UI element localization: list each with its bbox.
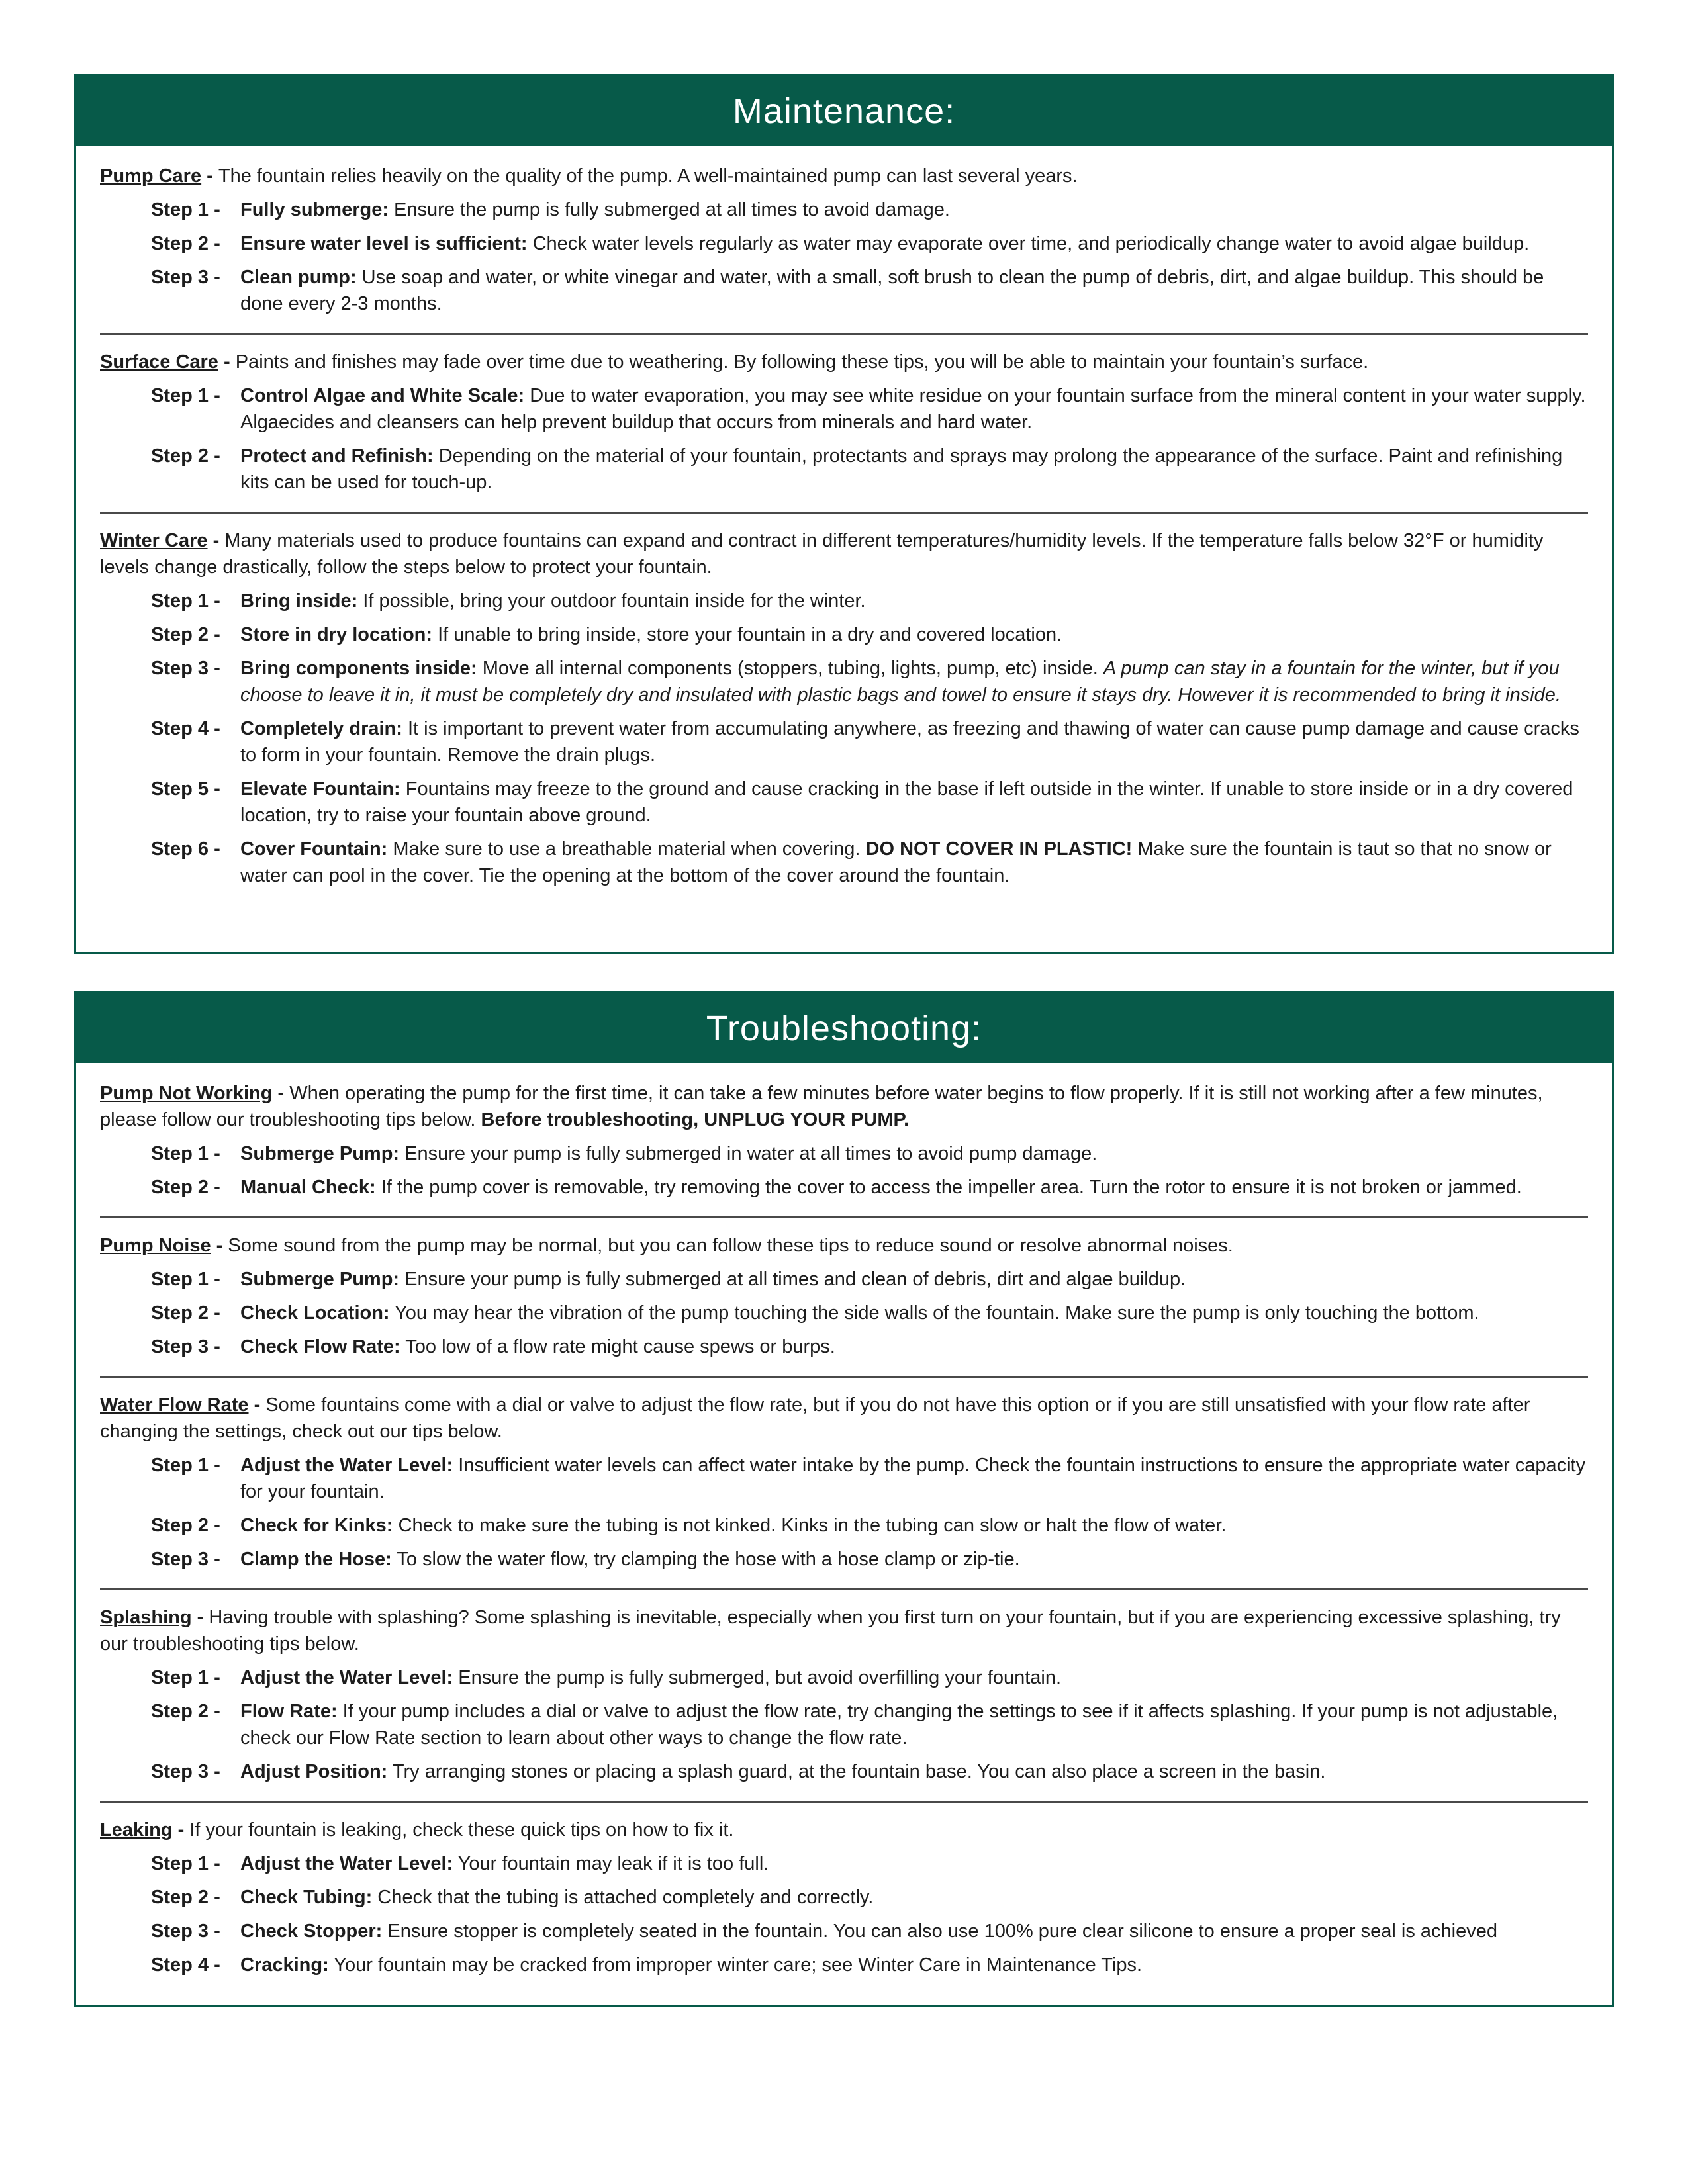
topic-heading: Pump Not Working	[100, 1083, 273, 1104]
step-text-run: Ensure the pump is fully submerged, but avoid overfilling your fountain.	[453, 1667, 1062, 1688]
step-text-run: Make sure the fountain is taut so that no snow or water can pool in the cover. Tie the opening at the bottom of the cover around the fountain.	[240, 839, 1552, 886]
topic-intro	[100, 527, 1588, 580]
step-text	[240, 836, 1588, 889]
step-label: Step 2 -	[151, 445, 220, 467]
step-text-run: Protect and Refinish:	[240, 445, 434, 467]
heading-separator: -	[201, 165, 218, 187]
step-text-run: Insufficient water levels can affect water intake by the pump. Check the fountain instructions to ensure the appropriate water capacity for your fountain.	[240, 1455, 1586, 1502]
step-text-run: Clean pump:	[240, 267, 357, 288]
step-text	[240, 1884, 1588, 1911]
topic-intro	[100, 1817, 1588, 1843]
step-text	[240, 1952, 1588, 1978]
step-row	[100, 1334, 1588, 1360]
step-label: Step 1 -	[151, 590, 220, 612]
troubleshooting-title: Troubleshooting:	[706, 1008, 982, 1048]
intro-text: Before troubleshooting, UNPLUG YOUR PUMP.	[481, 1109, 910, 1130]
intro-text: Some sound from the pump may be normal, but you can follow these tips to reduce sound or resolve abnormal noises.	[228, 1235, 1233, 1256]
step-text	[240, 1300, 1588, 1326]
step-text-run: Check that the tubing is attached completely and correctly.	[372, 1887, 874, 1908]
troubleshooting-section	[74, 991, 1614, 2007]
heading-separator: -	[172, 1819, 190, 1841]
step-text	[240, 1140, 1588, 1167]
step-label: Step 4 -	[151, 718, 220, 739]
step-row	[100, 1140, 1588, 1167]
topic-divider	[100, 1216, 1588, 1218]
topic-divider	[100, 1588, 1588, 1590]
heading-separator: -	[207, 530, 225, 551]
topic-divider	[100, 1376, 1588, 1378]
step-label: Step 3 -	[151, 1336, 220, 1357]
step-text	[240, 230, 1588, 257]
step-row	[100, 1918, 1588, 1944]
step-label: Step 2 -	[151, 1302, 220, 1324]
step-text	[240, 1850, 1588, 1877]
step-label: Step 3 -	[151, 1921, 220, 1942]
intro-text: The fountain relies heavily on the quality of the pump. A well-maintained pump can last several years.	[218, 165, 1078, 187]
step-text-run: If your pump includes a dial or valve to adjust the flow rate, try changing the settings to see if it affects splashing. If your pump is not adjustable, check our Flow Rate section to learn about other ways to change the flow rate.	[240, 1701, 1558, 1749]
step-row	[100, 836, 1588, 889]
step-text	[240, 655, 1588, 708]
step-text-run: Manual Check:	[240, 1177, 376, 1198]
step-label: Step 2 -	[151, 233, 220, 254]
step-text	[240, 621, 1588, 648]
topic-heading: Surface Care	[100, 351, 218, 373]
step-text-run: Fully submerge:	[240, 199, 389, 220]
step-text-run: Make sure to use a breathable material when covering.	[387, 839, 866, 860]
step-label: Step 4 -	[151, 1954, 220, 1976]
topic-heading: Pump Noise	[100, 1235, 211, 1256]
step-text-run: If unable to bring inside, store your fountain in a dry and covered location.	[432, 624, 1062, 645]
step-label: Step 2 -	[151, 1701, 220, 1722]
step-text-run: A pump can stay in a fountain for the winter, but if you choose to leave it in, it must be completely dry and insulated with plastic bags and towel to ensure it stays dry. However it is recommended to bring it inside.	[240, 658, 1561, 705]
step-text-run: Try arranging stones or placing a splash guard, at the fountain base. You can also place a screen in the basin.	[387, 1761, 1326, 1782]
step-text-run: Too low of a flow rate might cause spews or burps.	[400, 1336, 835, 1357]
step-text-run: Adjust the Water Level:	[240, 1853, 453, 1874]
heading-separator: -	[272, 1083, 290, 1104]
step-text	[240, 1546, 1588, 1572]
step-label: Step 1 -	[151, 1269, 220, 1290]
step-row	[100, 655, 1588, 708]
step-text	[240, 776, 1588, 829]
step-text	[240, 1758, 1588, 1785]
step-text	[240, 1266, 1588, 1293]
step-row	[100, 776, 1588, 829]
step-row	[100, 1850, 1588, 1877]
topic-heading: Winter Care	[100, 530, 208, 551]
step-row	[100, 715, 1588, 768]
step-text-run: Submerge Pump:	[240, 1269, 400, 1290]
step-row	[100, 588, 1588, 614]
step-text	[240, 1452, 1588, 1505]
step-text-run: Flow Rate:	[240, 1701, 338, 1722]
intro-text: When operating the pump for the first time, it can take a few minutes before water begins to flow properly. If it is still not working after a few minutes, please follow our troubleshooting tips below.	[100, 1083, 1543, 1130]
step-text-run: Depending on the material of your fountain, protectants and sprays may prolong the appearance of the surface. Paint and refinishing kits can be used for touch-up.	[240, 445, 1563, 493]
step-label: Step 3 -	[151, 1549, 220, 1570]
step-text	[240, 197, 1588, 223]
step-text-run: Check Tubing:	[240, 1887, 373, 1908]
step-text-run: Bring components inside:	[240, 658, 477, 679]
topic-intro	[100, 1232, 1588, 1259]
topic-surface-care	[100, 349, 1588, 496]
step-text-run: It is important to prevent water from accumulating anywhere, as freezing and thawing of water can cause pump damage and cause cracks to form in your fountain. Remove the drain plugs.	[240, 718, 1579, 766]
step-row	[100, 1546, 1588, 1572]
topic-winter-care	[100, 527, 1588, 889]
intro-text: Some fountains come with a dial or valve to adjust the flow rate, but if you do not have this option or if you are still unsatisfied with your flow rate after changing the settings, check out our tips below.	[100, 1394, 1530, 1442]
step-text-run: Ensure the pump is fully submerged at all times to avoid damage.	[389, 199, 950, 220]
step-text	[240, 1918, 1588, 1944]
step-row	[100, 443, 1588, 496]
step-text-run: Elevate Fountain:	[240, 778, 400, 799]
topic-intro	[100, 1080, 1588, 1133]
heading-separator: -	[191, 1607, 209, 1628]
step-row	[100, 1698, 1588, 1751]
topic-water-flow-rate	[100, 1392, 1588, 1572]
step-text-run: To slow the water flow, try clamping the hose with a hose clamp or zip-tie.	[391, 1549, 1020, 1570]
step-text-run: Check for Kinks:	[240, 1515, 393, 1536]
step-text-run: Clamp the Hose:	[240, 1549, 392, 1570]
step-text-run: DO NOT COVER IN PLASTIC!	[865, 839, 1133, 860]
step-text-run: Due to water evaporation, you may see white residue on your fountain surface from the mineral content in your water supply. Algaecides and cleansers can help prevent buildup that occurs from minerals and hard water.	[240, 385, 1586, 433]
step-label: Step 6 -	[151, 839, 220, 860]
maintenance-section	[74, 74, 1614, 954]
topic-heading: Splashing	[100, 1607, 192, 1628]
step-text-run: Check Flow Rate:	[240, 1336, 400, 1357]
heading-separator: -	[248, 1394, 266, 1416]
step-row	[100, 264, 1588, 317]
step-label: Step 1 -	[151, 1143, 220, 1164]
step-row	[100, 1452, 1588, 1505]
step-row	[100, 1952, 1588, 1978]
step-label: Step 1 -	[151, 1667, 220, 1688]
step-text-run: Ensure stopper is completely seated in the fountain. You can also use 100% pure clear silicone to ensure a proper seal is achieved	[382, 1921, 1497, 1942]
step-label: Step 3 -	[151, 658, 220, 679]
step-text-run: Adjust Position:	[240, 1761, 388, 1782]
step-text-run: Your fountain may be cracked from improper winter care; see Winter Care in Maintenance Tips.	[328, 1954, 1143, 1976]
step-text-run: If possible, bring your outdoor fountain inside for the winter.	[357, 590, 866, 612]
step-text-run: Adjust the Water Level:	[240, 1455, 453, 1476]
topic-divider	[100, 1801, 1588, 1803]
topic-intro	[100, 1604, 1588, 1657]
step-text-run: Bring inside:	[240, 590, 358, 612]
topic-divider	[100, 512, 1588, 514]
step-row	[100, 1174, 1588, 1201]
topic-pump-care	[100, 163, 1588, 317]
step-row	[100, 1664, 1588, 1691]
step-text-run: Cover Fountain:	[240, 839, 388, 860]
intro-text: Paints and finishes may fade over time due to weathering. By following these tips, you will be able to maintain your fountain’s surface.	[235, 351, 1369, 373]
step-row	[100, 1266, 1588, 1293]
step-text-run: Check Location:	[240, 1302, 390, 1324]
step-row	[100, 1300, 1588, 1326]
step-label: Step 3 -	[151, 267, 220, 288]
step-text-run: Store in dry location:	[240, 624, 433, 645]
topic-intro	[100, 163, 1588, 189]
step-row	[100, 621, 1588, 648]
step-text	[240, 1698, 1588, 1751]
topic-pump-noise	[100, 1232, 1588, 1360]
step-text-run: Use soap and water, or white vinegar and water, with a small, soft brush to clean the pump of debris, dirt, and algae buildup. This should be done every 2-3 months.	[240, 267, 1544, 314]
step-label: Step 1 -	[151, 385, 220, 406]
step-text-run: Move all internal components (stoppers, tubing, lights, pump, etc) inside.	[477, 658, 1103, 679]
step-text-run: Check water levels regularly as water may evaporate over time, and periodically change water to avoid algae buildup.	[527, 233, 1530, 254]
maintenance-header-bar	[76, 76, 1612, 146]
step-text-run: Check Stopper:	[240, 1921, 383, 1942]
step-text-run: Your fountain may leak if it is too full.	[453, 1853, 769, 1874]
intro-text: Many materials used to produce fountains can expand and contract in different temperatures/humidity levels. If the temperature falls below 32°F or humidity levels change drastically, follow the steps below to protect your fountain.	[100, 530, 1544, 578]
step-label: Step 2 -	[151, 1177, 220, 1198]
topic-intro	[100, 1392, 1588, 1445]
step-label: Step 1 -	[151, 199, 220, 220]
step-text-run: Fountains may freeze to the ground and cause cracking in the base if left outside in the winter. If unable to store inside or in a dry covered location, try to raise your fountain above ground.	[240, 778, 1573, 826]
step-text	[240, 1664, 1588, 1691]
step-text	[240, 1334, 1588, 1360]
step-row	[100, 197, 1588, 223]
step-row	[100, 1758, 1588, 1785]
topic-divider	[100, 333, 1588, 335]
step-label: Step 2 -	[151, 624, 220, 645]
step-row	[100, 230, 1588, 257]
step-text	[240, 443, 1588, 496]
step-row	[100, 383, 1588, 435]
step-text-run: If the pump cover is removable, try removing the cover to access the impeller area. Turn the rotor to ensure it is not broken or jammed.	[375, 1177, 1522, 1198]
step-text-run: Ensure your pump is fully submerged at all times and clean of debris, dirt and algae buildup.	[399, 1269, 1186, 1290]
topic-heading: Leaking	[100, 1819, 173, 1841]
heading-separator: -	[218, 351, 236, 373]
step-text-run: You may hear the vibration of the pump touching the side walls of the fountain. Make sure the pump is only touching the bottom.	[389, 1302, 1479, 1324]
step-label: Step 3 -	[151, 1761, 220, 1782]
step-label: Step 5 -	[151, 778, 220, 799]
step-text	[240, 1512, 1588, 1539]
step-text	[240, 383, 1588, 435]
step-label: Step 1 -	[151, 1853, 220, 1874]
step-text-run: Adjust the Water Level:	[240, 1667, 453, 1688]
step-text-run: Ensure water level is sufficient:	[240, 233, 528, 254]
intro-text: If your fountain is leaking, check these quick tips on how to fix it.	[189, 1819, 734, 1841]
maintenance-content	[76, 146, 1612, 889]
step-label: Step 1 -	[151, 1455, 220, 1476]
step-row	[100, 1884, 1588, 1911]
topic-heading: Pump Care	[100, 165, 202, 187]
troubleshooting-header-bar	[76, 993, 1612, 1063]
heading-separator: -	[211, 1235, 228, 1256]
step-row	[100, 1512, 1588, 1539]
topic-leaking	[100, 1817, 1588, 1978]
step-text-run: Check to make sure the tubing is not kinked. Kinks in the tubing can slow or halt the flow of water.	[393, 1515, 1227, 1536]
topic-splashing	[100, 1604, 1588, 1785]
step-text	[240, 1174, 1588, 1201]
maintenance-title: Maintenance:	[732, 91, 956, 131]
step-text	[240, 715, 1588, 768]
topic-pump-not-working	[100, 1080, 1588, 1201]
topic-heading: Water Flow Rate	[100, 1394, 249, 1416]
step-text-run: Cracking:	[240, 1954, 329, 1976]
topic-intro	[100, 349, 1588, 375]
step-text	[240, 264, 1588, 317]
troubleshooting-content	[76, 1063, 1612, 1978]
step-text-run: Ensure your pump is fully submerged in water at all times to avoid pump damage.	[399, 1143, 1098, 1164]
step-label: Step 2 -	[151, 1887, 220, 1908]
step-text	[240, 588, 1588, 614]
step-text-run: Control Algae and White Scale:	[240, 385, 525, 406]
step-text-run: Completely drain:	[240, 718, 402, 739]
intro-text: Having trouble with splashing? Some splashing is inevitable, especially when you first turn on your fountain, but if you are experiencing excessive splashing, try our troubleshooting tips below.	[100, 1607, 1561, 1655]
step-text-run: Submerge Pump:	[240, 1143, 400, 1164]
step-label: Step 2 -	[151, 1515, 220, 1536]
